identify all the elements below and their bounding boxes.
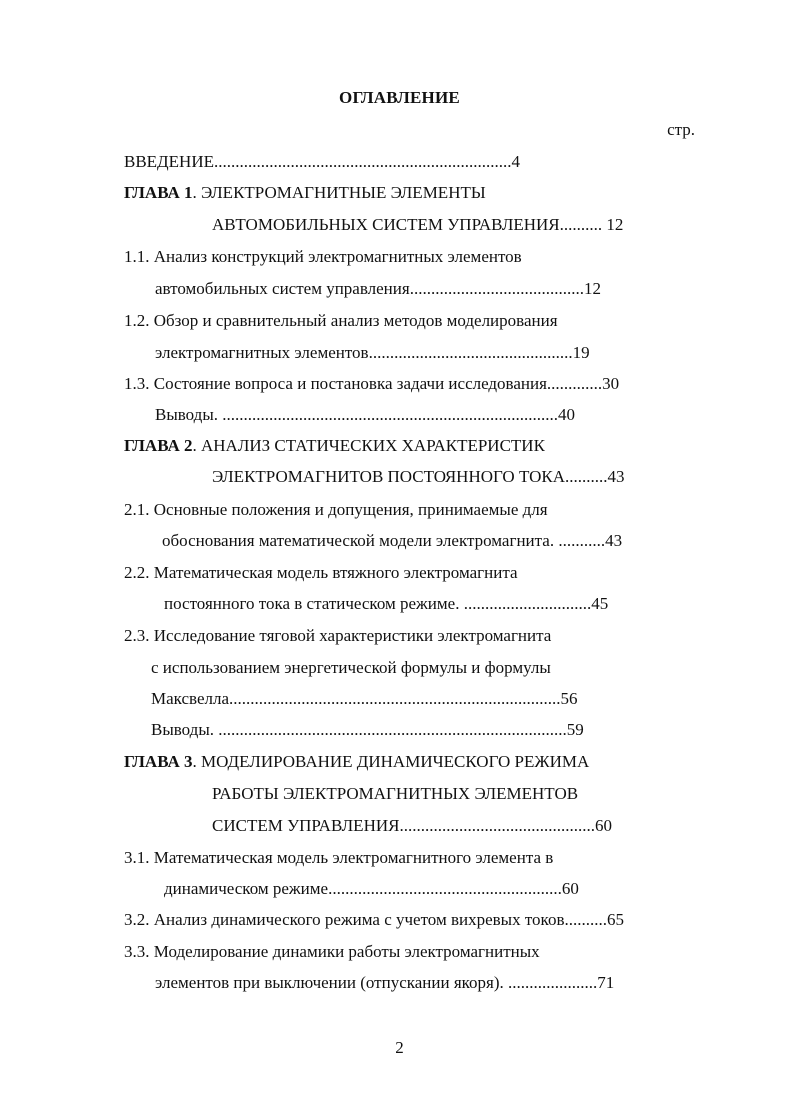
page-number: 2 <box>395 1038 404 1057</box>
toc-entry-ch1-conclusions: Выводы. ...............................................................................40 <box>155 405 576 424</box>
toc-chapter-3 <box>124 752 589 772</box>
toc-entry-3-2: 3.2. Анализ динамического режима с учетом вихревых токов..........65 <box>124 910 624 929</box>
toc-title: ОГЛАВЛЕНИЕ <box>339 88 460 107</box>
toc-chapter-1 <box>124 183 486 203</box>
toc-entry-2-2-cont: постоянного тока в статическом режиме. ..............................45 <box>164 594 609 613</box>
toc-entry-3-3: 3.3. Моделирование динамики работы электромагнитных <box>124 942 540 961</box>
toc-chapter-2 <box>124 436 545 456</box>
toc-entry-1-3: 1.3. Состояние вопроса и постановка задачи исследования.............30 <box>124 374 620 393</box>
toc-entry-2-3-cont2: Максвелла..............................................................................56 <box>151 689 578 708</box>
chapter-2-label: ГЛАВА 2 <box>124 436 193 455</box>
toc-entry-2-2: 2.2. Математическая модель втяжного электромагнита <box>124 563 518 582</box>
chapter-1-title: . ЭЛЕКТРОМАГНИТНЫЕ ЭЛЕМЕНТЫ <box>192 183 486 202</box>
toc-chapter-3-cont2: СИСТЕМ УПРАВЛЕНИЯ..............................................60 <box>212 816 612 835</box>
chapter-3-title: . МОДЕЛИРОВАНИЕ ДИНАМИЧЕСКОГО РЕЖИМА <box>192 752 590 771</box>
toc-entry-1-2-cont: электромагнитных элементов................................................19 <box>155 343 590 362</box>
toc-entry-1-1-cont: автомобильных систем управления.........................................12 <box>155 279 601 298</box>
toc-entry-3-1: 3.1. Математическая модель электромагнитного элемента в <box>124 848 554 867</box>
toc-chapter-1-cont: АВТОМОБИЛЬНЫХ СИСТЕМ УПРАВЛЕНИЯ.......... 12 <box>212 215 624 234</box>
toc-entry-2-3: 2.3. Исследование тяговой характеристики электромагнита <box>124 626 552 645</box>
toc-entry-1-2: 1.2. Обзор и сравнительный анализ методов моделирования <box>124 311 558 330</box>
toc-entry-ch2-conclusions: Выводы. ..................................................................................59 <box>151 720 584 739</box>
toc-chapter-3-cont: РАБОТЫ ЭЛЕКТРОМАГНИТНЫХ ЭЛЕМЕНТОВ <box>212 784 579 803</box>
toc-entry-1-1: 1.1. Анализ конструкций электромагнитных элементов <box>124 247 522 266</box>
toc-chapter-2-cont: ЭЛЕКТРОМАГНИТОВ ПОСТОЯННОГО ТОКА..........43 <box>212 467 625 486</box>
toc-entry-3-3-cont: элементов при выключении (отпускании якоря). .....................71 <box>155 973 615 992</box>
chapter-3-label: ГЛАВА 3 <box>124 752 193 771</box>
chapter-2-title: . АНАЛИЗ СТАТИЧЕСКИХ ХАРАКТЕРИСТИК <box>192 436 545 455</box>
toc-entry-2-1-cont: обоснования математической модели электромагнита. ...........43 <box>162 531 623 550</box>
toc-entry-intro: ВВЕДЕНИЕ......................................................................4 <box>124 152 520 171</box>
page-column-label: стр. <box>667 120 695 139</box>
toc-entry-3-1-cont: динамическом режиме.......................................................60 <box>164 879 579 898</box>
chapter-1-label: ГЛАВА 1 <box>124 183 193 202</box>
toc-entry-2-1: 2.1. Основные положения и допущения, принимаемые для <box>124 500 548 519</box>
toc-entry-2-3-cont: с использованием энергетической формулы и формулы <box>151 658 551 677</box>
